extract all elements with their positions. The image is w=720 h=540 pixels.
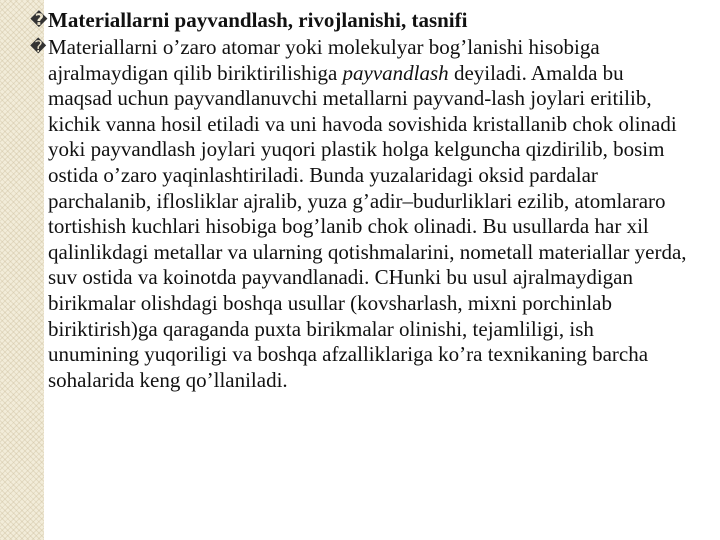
paragraph-text-start: Materiallarni o’zaro atomar yoki molekulyar bog’lanishi hisobiga ajralmaydigan qilib biriktirilishiga <box>48 35 600 85</box>
slide-heading <box>30 8 690 32</box>
slide-heading-text: Materiallarni payvandlash, rivojlanishi, tasnifi <box>48 8 468 32</box>
slide-content <box>30 8 690 393</box>
bullet-icon: � <box>30 37 47 56</box>
paragraph-text <box>48 35 690 393</box>
bullet-icon: � <box>30 10 48 29</box>
paragraph-emphasis-term: payvandlash <box>342 60 449 85</box>
paragraph-text-rest: deyiladi. Amalda bu maqsad uchun payvandlanuvchi metallarni payvand-lash joylari eritilib, kichik vanna hosil etiladi va uni havoda sovishida kristallanib chok olinadi yoki payvandlash joylari yuqori plastik holga kelguncha qizdirilib, bosim ostida o’zaro yaqinlashtiriladi. Bunda yuzalaridagi oksid pardalar parchalanib, iflosliklar ajralib, yuza g’adir–budurliklari ezilib, atomlararo tortishish kuchlari hisobiga bog’lanib chok olinadi. Bu usullarda har xil qalinlikdagi metallar va ularning qotishmalarini, nometall materiallar yerda, suv ostida va koinotda payvandlanadi. CHunki bu usul ajralmaydigan birikmalar olishdagi boshqa usullar (kovsharlash, mixni porchinlab biriktirish)ga qaraganda puxta birikmalar olinishi, tejamliligi, ish unumining yuqoriligi va boshqa afzalliklariga ko’ra texnikaning barcha sohalarida keng qo’llaniladi. <box>48 60 687 392</box>
slide-paragraph <box>30 35 690 393</box>
